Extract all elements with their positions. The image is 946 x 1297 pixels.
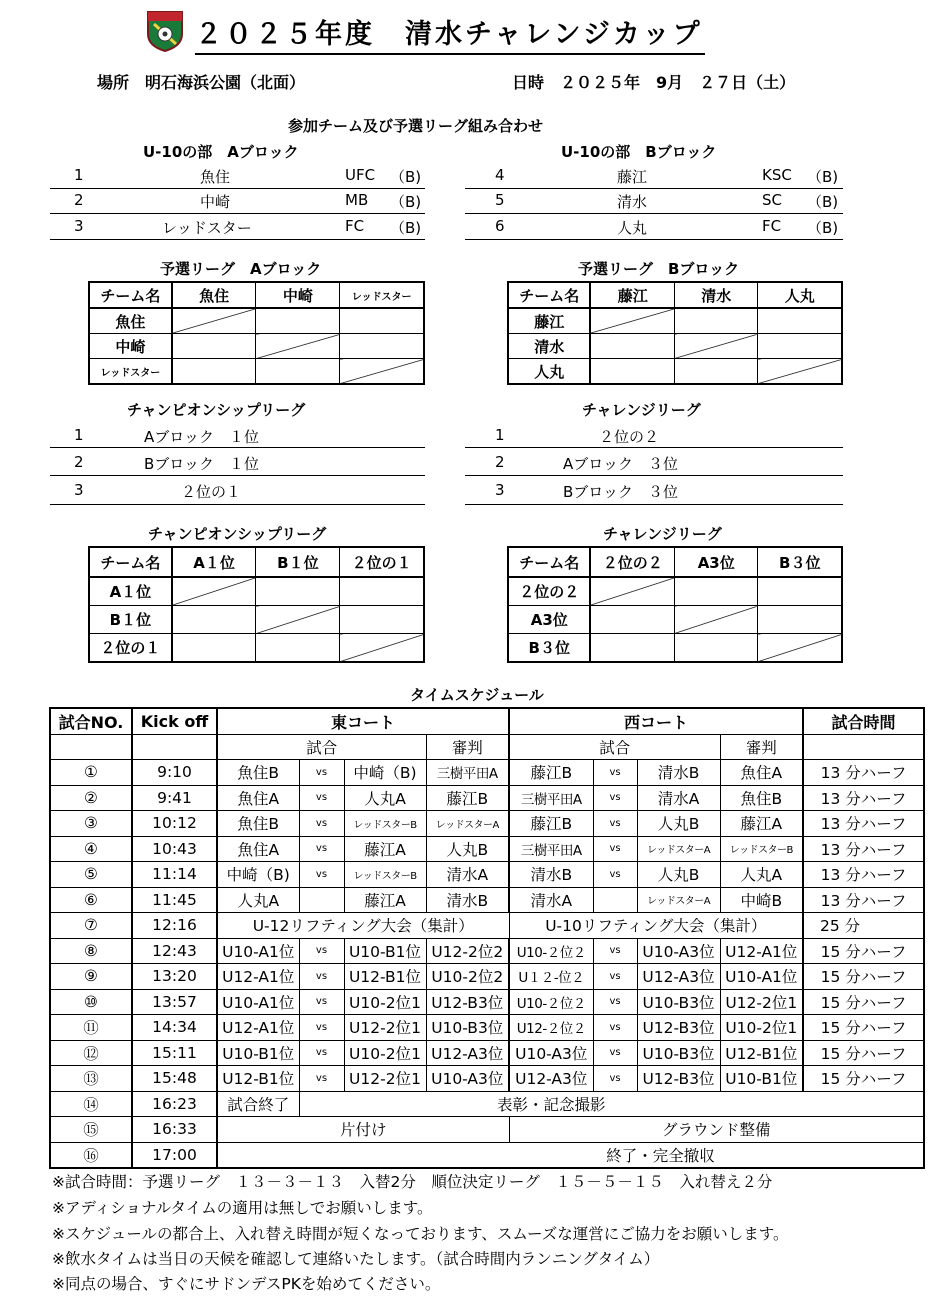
team-no: 5 <box>495 191 505 209</box>
table-row: ⑮ 16:33 片付け グラウンド整備 <box>50 1117 924 1143</box>
table-row: ② 9:41 魚住A vs 人丸A 藤江B 三樹平田A vs 清水A 魚住B 13 分ハーフ <box>50 785 924 811</box>
team-no: 4 <box>495 166 505 184</box>
champ-table-heading: チャンピオンシップリーグ <box>148 525 327 543</box>
table-row: ③ 10:12 魚住B vs レッドスターB レッドスターA 藤江B vs 人丸B 藤江A 13 分ハーフ <box>50 811 924 837</box>
column-header: 清水 <box>674 282 758 308</box>
row-header: 清水 <box>508 334 590 359</box>
row-header: B１位 <box>89 606 172 634</box>
row-header: 中崎 <box>89 334 172 359</box>
row-header: 魚住 <box>89 308 172 334</box>
subheader-match: 試合 <box>217 734 426 760</box>
league-a-table <box>88 281 425 385</box>
table-row: ⑤ 11:14 中崎（B) vs レッドスターB 清水A 清水B vs 人丸B 人丸A 13 分ハーフ <box>50 862 924 888</box>
column-header: 魚住 <box>172 282 256 308</box>
league-a-heading: 予選リーグ Aブロック <box>160 260 322 278</box>
table-corner: チーム名 <box>508 282 590 308</box>
column-header: 藤江 <box>590 282 674 308</box>
team-name: 藤江 <box>617 168 648 186</box>
team-division: （B) <box>807 219 839 237</box>
team-no: 3 <box>74 217 84 235</box>
row-header: ２位の２ <box>508 577 590 606</box>
table-row: ① 9:10 魚住B vs 中崎（B) 三樹平田A 藤江B vs 清水B 魚住A 13 分ハーフ <box>50 760 924 786</box>
challenge-list-heading: チャレンジリーグ <box>582 401 701 419</box>
table-row: ⑭ 16:23 試合終了 表彰・記念撮影 <box>50 1091 924 1117</box>
team-name: 中崎 <box>200 193 231 211</box>
table-row: ⑩ 13:57 U10-A1位 vs U10-2位1 U12-B3位 U10-２位２ vs U10-B3位 U12-2位1 15 分ハーフ <box>50 989 924 1015</box>
section-title: 参加チーム及び予選リーグ組み合わせ <box>288 117 544 135</box>
team-club: KSC <box>762 166 792 184</box>
team-club: FC <box>762 217 782 235</box>
header-duration: 試合時間 <box>803 708 924 734</box>
table-row: ④ 10:43 魚住A vs 藤江A 人丸B 三樹平田A vs レッドスターA レッドスターB 13 分ハーフ <box>50 836 924 862</box>
team-club: UFC <box>345 166 376 184</box>
page-title: ２０２５年度 清水チャレンジカップ <box>195 12 705 55</box>
team-club: MB <box>345 191 369 209</box>
row-header: A3位 <box>508 606 590 634</box>
subheader-match: 試合 <box>509 734 720 760</box>
header-match-no: 試合NO. <box>50 708 132 734</box>
challenge-table <box>507 546 843 663</box>
note-match-time: ※試合時間：予選リーグ １３－３－１３ 入替2分 順位決定リーグ １５－５－１５ 入れ替え２分 <box>52 1173 773 1191</box>
note-tiebreak: ※同点の場合、すぐにサドンデスPKを始めてください。 <box>52 1275 441 1293</box>
team-no: 6 <box>495 217 505 235</box>
champ-list-heading: チャンピオンシップリーグ <box>127 401 306 419</box>
team-division: （B) <box>390 168 422 186</box>
column-header: 中崎 <box>256 282 340 308</box>
column-header: A3位 <box>674 547 758 577</box>
team-name: レッドスター <box>162 219 252 237</box>
table-row: ⑯ 17:00 終了・完全撤収 <box>50 1142 924 1168</box>
row-header: B３位 <box>508 634 590 663</box>
table-corner: チーム名 <box>508 547 590 577</box>
table-corner: チーム名 <box>89 547 172 577</box>
table-row: ⑫ 15:11 U10-B1位 vs U10-2位1 U12-A3位 U10-A3位 vs U10-B3位 U12-B1位 15 分ハーフ <box>50 1040 924 1066</box>
table-corner: チーム名 <box>89 282 172 308</box>
column-header: A１位 <box>172 547 256 577</box>
column-header: ２位の２ <box>590 547 674 577</box>
challenge-table-heading: チャレンジリーグ <box>603 525 722 543</box>
row-header: 藤江 <box>508 308 590 334</box>
venue: 場所 明石海浜公園（北面） <box>97 73 306 92</box>
header-kickoff: Kick off <box>132 708 217 734</box>
subheader-referee: 審判 <box>426 734 509 760</box>
table-row: ⑨ 13:20 U12-A1位 vs U12-B1位 U10-2位2 U１２-位２ vs U12-A3位 U10-A1位 15 分ハーフ <box>50 964 924 990</box>
team-division: （B) <box>807 168 839 186</box>
block-b-heading: U-10の部 Bブロック <box>561 143 717 161</box>
column-header: ２位の１ <box>340 547 424 577</box>
team-no: 2 <box>74 191 84 209</box>
header-west-court: 西コート <box>509 708 803 734</box>
team-division: （B) <box>807 193 839 211</box>
team-division: （B) <box>390 193 422 211</box>
team-name: 清水 <box>617 193 648 211</box>
note-additional-time: ※アディショナルタイムの適用は無しでお願いします。 <box>52 1199 433 1217</box>
schedule-table <box>49 707 925 1169</box>
champ-table <box>88 546 425 663</box>
column-header: B３位 <box>758 547 842 577</box>
team-no: 1 <box>74 166 84 184</box>
team-club: FC <box>345 217 365 235</box>
team-club: SC <box>762 191 782 209</box>
row-header: レッドスター <box>89 359 172 385</box>
note-schedule: ※スケジュールの都合上、入れ替え時間が短くなっております、スムーズな運営にご協力をお願いします。 <box>52 1225 789 1243</box>
note-water-break: ※飲水タイムは当日の天候を確認して連絡いたします。（試合時間内ランニングタイム） <box>52 1250 660 1268</box>
block-a-heading: U-10の部 Aブロック <box>143 143 299 161</box>
schedule-heading: タイムスケジュール <box>410 686 544 704</box>
table-row: ⑬ 15:48 U12-B1位 vs U12-2位1 U10-A3位 U12-A3位 vs U12-B3位 U10-B1位 15 分ハーフ <box>50 1066 924 1092</box>
column-header: B１位 <box>256 547 340 577</box>
team-name: 人丸 <box>617 219 648 237</box>
table-row: ⑦ 12:16 U-12リフティング大会（集計） U-10リフティング大会（集計） 25 分 <box>50 913 924 939</box>
table-row: ⑪ 14:34 U12-A1位 vs U12-2位1 U10-B3位 U12-２位２ vs U12-B3位 U10-2位1 15 分ハーフ <box>50 1015 924 1041</box>
subheader-referee: 審判 <box>720 734 803 760</box>
event-date: 日時 ２０２５年 9月 ２７日（土） <box>512 73 796 92</box>
league-b-heading: 予選リーグ Bブロック <box>578 260 740 278</box>
league-b-table <box>507 281 843 385</box>
column-header: レッドスター <box>340 282 424 308</box>
team-name: 魚住 <box>200 168 231 186</box>
row-header: A１位 <box>89 577 172 606</box>
table-row: ⑧ 12:43 U10-A1位 vs U10-B1位 U12-2位2 U10-２位２ vs U10-A3位 U12-A1位 15 分ハーフ <box>50 938 924 964</box>
row-header: ２位の１ <box>89 634 172 663</box>
column-header: 人丸 <box>758 282 842 308</box>
header-east-court: 東コート <box>217 708 509 734</box>
row-header: 人丸 <box>508 359 590 385</box>
club-crest-icon <box>146 10 184 52</box>
team-division: （B) <box>390 219 422 237</box>
table-row: ⑥ 11:45 人丸A 藤江A 清水B 清水A レッドスターA 中崎B 13 分ハーフ <box>50 887 924 913</box>
